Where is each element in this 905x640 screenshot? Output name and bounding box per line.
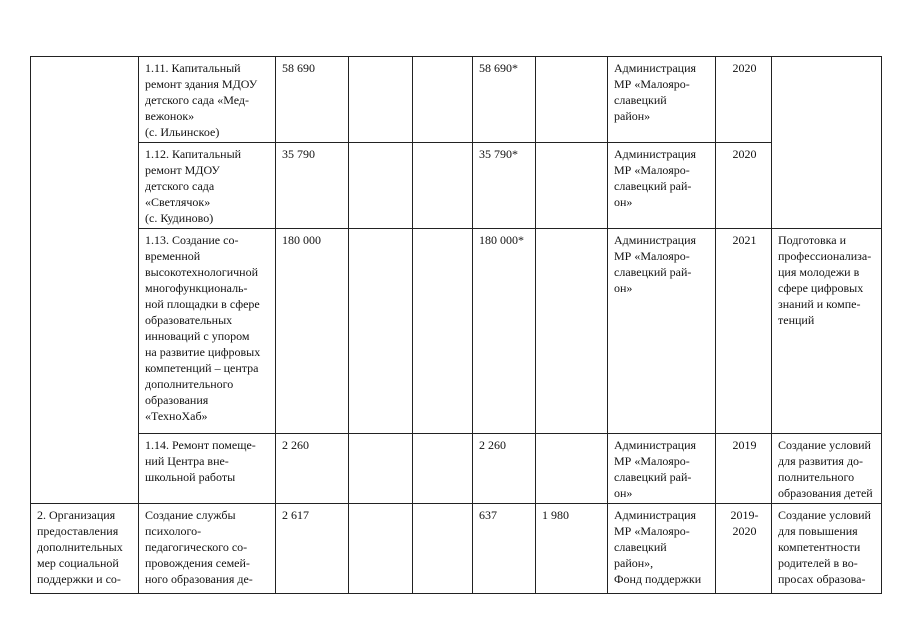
result-cell: Подготовка и профессионализа- ция молодежи в сфере цифровых знаний и компе- тенций	[772, 229, 882, 434]
amount-cell	[349, 143, 413, 229]
amount-cell: 35 790*	[473, 143, 536, 229]
amount-cell	[413, 229, 473, 434]
amount-cell	[536, 229, 608, 434]
measure-cell: Создание службы психолого- педагогического со- провождения семей- ного образования де-	[139, 504, 276, 594]
total-cell: 2 260	[276, 434, 349, 504]
amount-cell: 58 690*	[473, 57, 536, 143]
amount-cell: 1 980	[536, 504, 608, 594]
table-row	[31, 57, 882, 143]
result-cell: Создание условий для повышения компетентности родителей в во- просах образова-	[772, 504, 882, 594]
result-cell: Создание условий для развития до- полнительного образования детей	[772, 434, 882, 504]
year-cell: 2019- 2020	[716, 504, 772, 594]
amount-cell	[349, 434, 413, 504]
total-cell: 58 690	[276, 57, 349, 143]
table-row	[31, 434, 882, 504]
result-cell	[772, 57, 882, 229]
table-row	[31, 229, 882, 434]
amount-cell	[536, 57, 608, 143]
amount-cell	[536, 434, 608, 504]
total-cell: 35 790	[276, 143, 349, 229]
executor-cell: Администрация МР «Малояро- славецкий рай- он»	[608, 229, 716, 434]
amount-cell	[349, 229, 413, 434]
executor-cell: Администрация МР «Малояро- славецкий район», Фонд поддержки	[608, 504, 716, 594]
executor-cell: Администрация МР «Малояро- славецкий рай- он»	[608, 434, 716, 504]
amount-cell: 637	[473, 504, 536, 594]
amount-cell	[349, 57, 413, 143]
amount-cell	[349, 504, 413, 594]
measure-cell: 1.12. Капитальный ремонт МДОУ детского сада «Светлячок» (с. Кудиново)	[139, 143, 276, 229]
year-cell: 2019	[716, 434, 772, 504]
measure-cell: 1.13. Создание со- временной высокотехнологичной многофункциональ- ной площадки в сфере образовательных инноваций с упором на развитие цифровых компетенций – центра дополнительного образования «ТехноХаб»	[139, 229, 276, 434]
amount-cell: 180 000*	[473, 229, 536, 434]
executor-cell: Администрация МР «Малояро- славецкий рай- он»	[608, 143, 716, 229]
amount-cell	[536, 143, 608, 229]
amount-cell	[413, 57, 473, 143]
year-cell: 2021	[716, 229, 772, 434]
program-table	[30, 56, 882, 594]
total-cell: 2 617	[276, 504, 349, 594]
table-row	[31, 143, 882, 229]
measure-cell: 1.14. Ремонт помеще- ний Центра вне- школьной работы	[139, 434, 276, 504]
year-cell: 2020	[716, 143, 772, 229]
measure-cell: 1.11. Капитальный ремонт здания МДОУ детского сада «Мед- вежонок» (с. Ильинское)	[139, 57, 276, 143]
amount-cell	[413, 504, 473, 594]
amount-cell	[413, 434, 473, 504]
amount-cell: 2 260	[473, 434, 536, 504]
executor-cell: Администрация МР «Малояро- славецкий район»	[608, 57, 716, 143]
total-cell: 180 000	[276, 229, 349, 434]
table-row	[31, 504, 882, 594]
section-cell: 2. Организация предоставления дополнительных мер социальной поддержки и со-	[31, 504, 139, 594]
year-cell: 2020	[716, 57, 772, 143]
amount-cell	[413, 143, 473, 229]
section-cell	[31, 57, 139, 504]
